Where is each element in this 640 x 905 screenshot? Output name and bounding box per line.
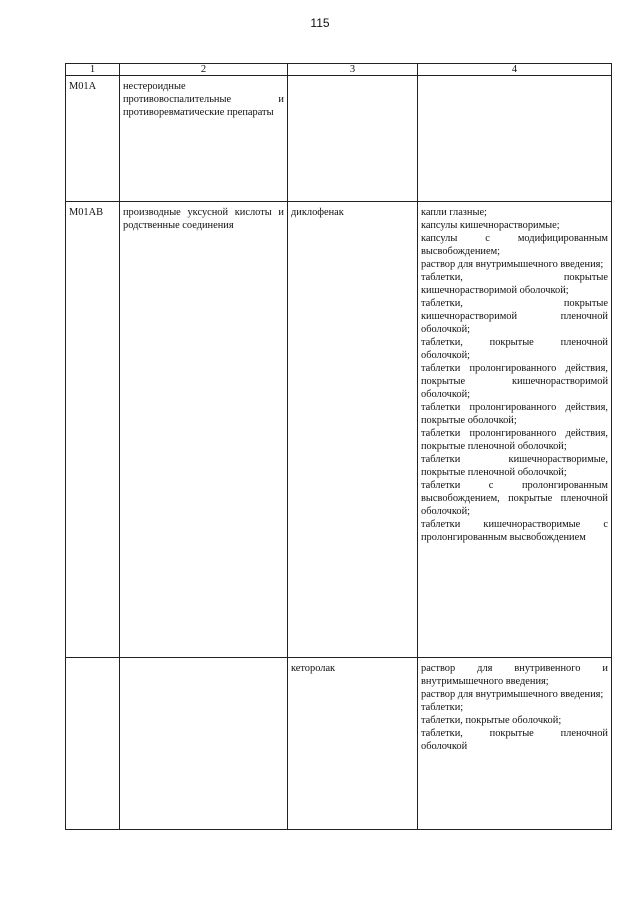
code-cell (66, 202, 120, 658)
column-header-4: 4 (418, 64, 612, 76)
dosage-form-item: таблетки пролонгированного действия, покрытые оболочкой; (421, 402, 608, 426)
table-row (66, 658, 612, 830)
substance-name: диклофенак (291, 207, 344, 218)
dosage-form-item: раствор для внутримышечного введения; (421, 259, 604, 270)
column-header-2: 2 (120, 64, 288, 76)
dosage-form-item: таблетки пролонгированного действия, покрытые кишечнорастворимой оболочкой; (421, 363, 608, 400)
group-name: нестероидные противовоспалительные и противоревматические препараты (123, 81, 284, 118)
dosage-form-item: капсулы с модифицированным высвобождением; (421, 233, 608, 257)
drug-table (65, 63, 612, 830)
dosage-form-item: таблетки кишечнорастворимые, покрытые пленочной оболочкой; (421, 454, 608, 478)
substance-cell (288, 658, 418, 830)
dosage-form-item: таблетки, покрытые кишечнорастворимой пленочной оболочкой; (421, 298, 608, 335)
code-cell (66, 658, 120, 830)
group-cell (120, 658, 288, 830)
forms-cell (418, 202, 612, 658)
substance-cell (288, 202, 418, 658)
atc-code (66, 658, 119, 662)
group-cell (120, 202, 288, 658)
column-header-3: 3 (288, 64, 418, 76)
dosage-form-item: таблетки, покрытые пленочной оболочкой; (421, 337, 608, 361)
substance-name (288, 76, 417, 80)
code-cell (66, 76, 120, 202)
table-row (66, 76, 612, 202)
dosage-form-item: таблетки пролонгированного действия, покрытые пленочной оболочкой; (421, 428, 608, 452)
group-cell (120, 76, 288, 202)
dosage-form-item: таблетки, покрытые кишечнорастворимой оболочкой; (421, 272, 608, 296)
dosage-form-item: таблетки, покрытые оболочкой; (421, 715, 562, 726)
dosage-form-item: капсулы кишечнорастворимые; (421, 220, 560, 231)
dosage-forms (418, 76, 611, 80)
atc-code: M01A (69, 81, 97, 92)
dosage-form-item: таблетки с пролонгированным высвобождением, покрытые пленочной оболочкой; (421, 480, 608, 517)
dosage-form-item: таблетки кишечнорастворимые с пролонгированным высвобождением (421, 519, 608, 543)
page-number: 115 (310, 16, 330, 30)
atc-code: M01AB (69, 207, 104, 218)
dosage-form-item: раствор для внутримышечного введения; (421, 689, 604, 700)
group-name: производные уксусной кислоты и родственные соединения (123, 207, 284, 231)
dosage-forms (418, 202, 611, 544)
substance-name: кеторолак (291, 663, 336, 674)
column-header-1: 1 (66, 64, 120, 76)
dosage-form-item: таблетки, покрытые пленочной оболочкой (421, 728, 608, 752)
header-row (66, 64, 612, 76)
forms-cell (418, 76, 612, 202)
dosage-form-item: капли глазные; (421, 207, 487, 218)
forms-cell (418, 658, 612, 830)
table-row (66, 202, 612, 658)
dosage-forms (418, 658, 611, 753)
group-name (120, 658, 287, 662)
dosage-form-item: таблетки; (421, 702, 464, 713)
dosage-form-item: раствор для внутривенного и внутримышечного введения; (421, 663, 608, 687)
substance-cell (288, 76, 418, 202)
